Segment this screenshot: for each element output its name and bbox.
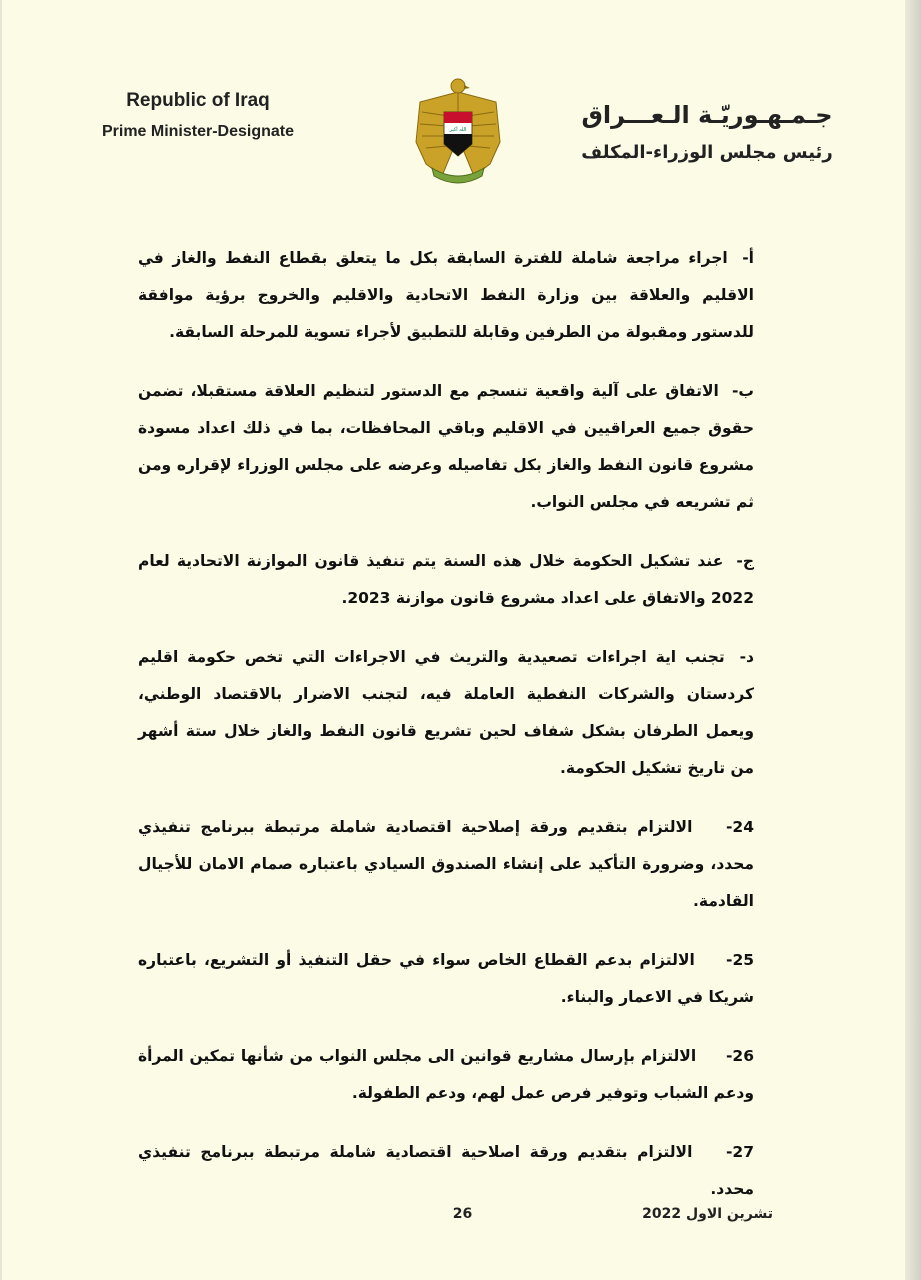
paragraph-c [138, 543, 754, 617]
header-en-country: Republic of Iraq [126, 90, 270, 111]
page-number: 26 [452, 1206, 473, 1222]
paragraph-b [138, 373, 754, 521]
paragraph-text: الالتزام بتقديم ورقة إصلاحية اقتصادية شاملة مرتبطة ببرنامج تنفيذي محدد، وضرورة التأكيد على إنشاء الصندوق السيادي باعتباره صمام الامان للأجيال القادمة. [138, 818, 754, 910]
paragraph-number: 24- [725, 818, 754, 836]
paragraph-label: ب- [731, 382, 754, 400]
paragraph-text: الالتزام بتقديم ورقة اصلاحية اقتصادية شاملة مرتبطة ببرنامج تنفيذي محدد. [138, 1143, 754, 1198]
document-body [138, 240, 754, 1230]
paragraph-text: الاتفاق على آلية واقعية تنسجم مع الدستور لتنظيم العلاقة مستقبلا، تضمن حقوق جميع العراقيين في الاقليم وباقي المحافظات، بما في ذلك اعداد مسودة مشروع قانون النفط والغاز بكل تفاصيله وعرضه على مجلس الوزراء لإقراره ومن ثم تشريعه في مجلس النواب. [138, 382, 754, 511]
paragraph-25 [138, 942, 754, 1016]
document-date: تشرين الاول 2022 [642, 1206, 773, 1222]
paragraph-number: 26- [725, 1047, 754, 1065]
header-english [78, 88, 318, 146]
paragraph-text: عند تشكيل الحكومة خلال هذه السنة يتم تنفيذ قانون الموازنة الاتحادية لعام 2022 والاتفاق على اعداد مشروع قانون موازنة 2023. [138, 552, 754, 607]
paragraph-text: الالتزام بإرسال مشاريع قوانين الى مجلس النواب من شأنها تمكين المرأة ودعم الشباب وتوفير فرص عمل لهم، ودعم الطفولة. [138, 1047, 754, 1102]
page-edge-shadow [905, 0, 921, 1280]
header-arabic [577, 98, 837, 168]
paragraph-number: 25- [726, 951, 755, 969]
paragraph-label: د- [739, 648, 754, 666]
paragraph-24 [138, 809, 754, 920]
header-ar-office: رئيس مجلس الوزراء-المكلف [581, 142, 833, 163]
header-en-office: Prime Minister-Designate [101, 123, 295, 140]
paragraph-number: 27- [725, 1143, 754, 1161]
iraq-eagle-emblem-icon [412, 72, 504, 188]
header-ar-country: جـمـهـوريّـة الـعـــراق [581, 101, 833, 129]
paragraph-text: اجراء مراجعة شاملة للفترة السابقة بكل ما يتعلق بقطاع النفط والغاز في الاقليم والعلاقة بين وزارة النفط الاتحادية والاقليم والخروج برؤية موافقة للدستور ومقبولة من الطرفين وقابلة للتطبيق لأجراء تسوية للمرحلة السابقة. [138, 249, 754, 341]
paragraph-27 [138, 1134, 754, 1208]
paragraph-text: تجنب اية اجراءات تصعيدية والتريث في الاجراءات التي تخص حكومة اقليم كردستان والشركات النفطية العاملة فيه، لتجنب الاضرار بالاقتصاد الوطني، ويعمل الطرفان بشكل شفاف لحين تشريع قانون النفط والغاز خلال ستة أشهر من تاريخ تشكيل الحكومة. [138, 648, 754, 777]
paragraph-label: ج- [736, 552, 754, 570]
paragraph-d [138, 639, 754, 787]
emblem-shield-text: الله أكبر [449, 127, 467, 133]
paragraph-text: الالتزام بدعم القطاع الخاص سواء في حقل التنفيذ أو التشريع، باعتباره شريكا في الاعمار والبناء. [138, 951, 754, 1006]
paragraph-label: أ- [742, 249, 754, 267]
paragraph-a [138, 240, 754, 351]
paragraph-26 [138, 1038, 754, 1112]
